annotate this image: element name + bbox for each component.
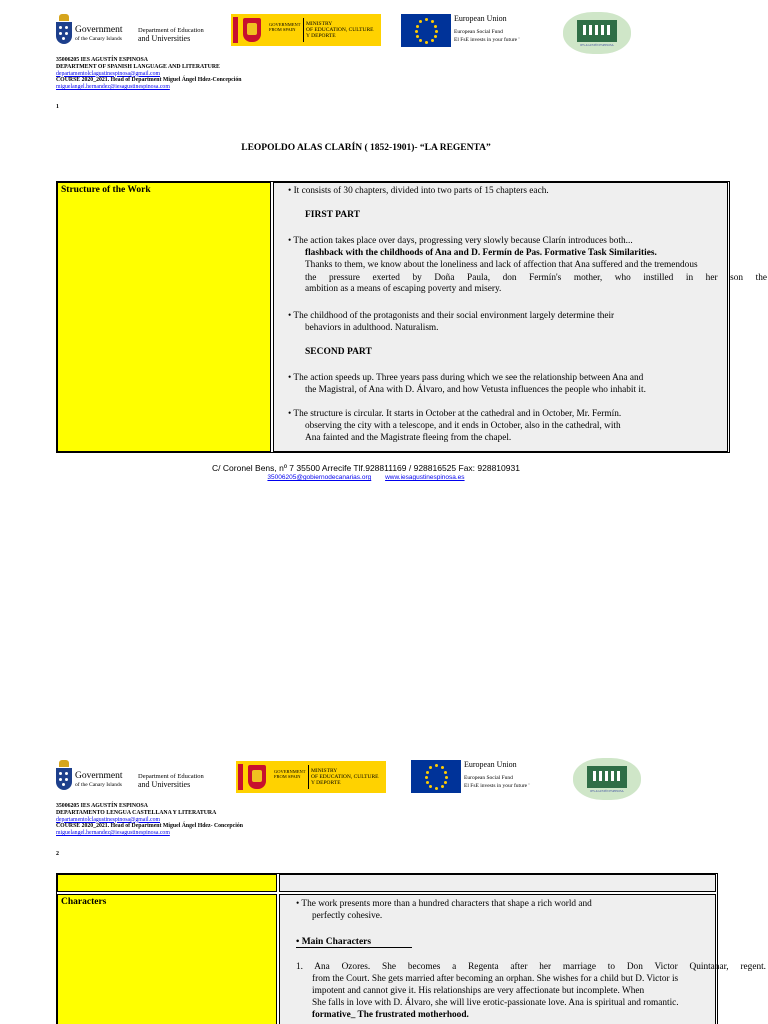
structure-bullet-2-line5: ambition as a means of escaping poverty and misery. [305, 284, 502, 294]
dept-line2: and Universities [138, 34, 191, 43]
empty-content-cell [279, 874, 716, 892]
page-number: 1 [56, 104, 59, 110]
spain-ministry-logo-p2 [236, 761, 386, 793]
ana-ozores-line2: from the Court. She gets married after becoming an orphan. She wishes for a child but D. Victor is [312, 974, 679, 984]
gov-title-p2: Government [75, 771, 123, 781]
department-email-link[interactable]: departamentolclagustinespinosa@gmail.com [56, 70, 161, 77]
ana-ozores-item: 1. Ana Ozores. She becomes a Regenta after her marriage to Don Victor Quintanar, regent. [296, 962, 766, 972]
empty-label-cell [57, 874, 277, 892]
department-name: DEPARTMENT OF SPANISH LANGUAGE AND LITERATURE [56, 63, 220, 70]
school-building-icon [577, 20, 617, 42]
structure-bullet-3-line2: behaviors in adulthood. Naturalism. [305, 323, 439, 333]
eu-title: European Union [454, 14, 507, 23]
canary-government-logo-p2 [56, 760, 206, 794]
canary-government-logo [56, 14, 206, 48]
eu-logo [401, 14, 531, 48]
characters-bullet-1: • The work presents more than a hundred characters that shape a rich world and [296, 899, 592, 909]
characters-bullet-1-line2: perfectly cohesive. [312, 911, 383, 921]
eu-line1: European Social Fund [454, 29, 503, 35]
spain-coat-of-arms-icon [243, 18, 261, 42]
eu-logo-p2 [411, 760, 541, 794]
page-number-p2: 2 [56, 851, 59, 857]
footer-address: C/ Coronel Bens, nº 7 35500 Arrecife Tlf.928811169 / 928816525 Fax: 928810931 [212, 463, 520, 473]
gov-subtitle-p2: of the Canary Islands [75, 782, 122, 788]
structure-bullet-5-line2: observing the city with a telescope, and it ends in October, also in the cathedral, with [305, 421, 621, 431]
structure-bullet-5-line3: Ana fainted and the Magistrate fleeing from the chapel. [305, 433, 512, 443]
head-email-link[interactable]: miguelangel.hernandez@iesagustinespinosa.com [56, 84, 170, 91]
head-email-link-p2[interactable]: miguelangel.hernandez@iesagustinespinosa.com [56, 830, 170, 837]
school-building-icon [587, 766, 627, 788]
structure-bullet-3: • The childhood of the protagonists and their social environment largely determine their [288, 311, 615, 321]
eu-title-p2: European Union [464, 760, 517, 769]
structure-bullet-5: • The structure is circular. It starts in October at the cathedral and in October, Mr. Fermín. [288, 409, 622, 419]
eu-flag-icon [401, 14, 451, 47]
characters-label-cell [57, 894, 277, 1024]
ana-ozores-line4: She falls in love with D. Álvaro, she will live erotic-passionate love. Ana is spiritual and romantic. [312, 998, 679, 1008]
structure-label-cell [57, 182, 271, 452]
spain-ministry-text: MINISTRY OF EDUCATION, CULTURE Y DEPORTE [306, 21, 374, 39]
school-code-p2: 35006205 IES AGUSTÍN ESPINOSA [56, 803, 148, 809]
school-logo [563, 12, 631, 54]
first-part-heading: FIRST PART [305, 210, 361, 220]
gov-subtitle: of the Canary Islands [75, 36, 122, 42]
spain-ministry-logo [231, 14, 381, 46]
footer-email-link[interactable]: 35006205@gobiernodecanarias.org [267, 474, 372, 481]
spain-ministry-text-p2: MINISTRY OF EDUCATION, CULTURE Y DEPORTE [311, 768, 379, 786]
eu-line2: El FsE invests in your future ' [454, 37, 520, 43]
formative-task-line: flashback with the childhoods of Ana and D. Fermín de Pas. Formative Task Similarities. [305, 248, 657, 258]
structure-bullet-4-line2: the Magistral, of Ana with D. Álvaro, and how Vetusta influences the people who inhabit it. [305, 385, 646, 395]
document-title: LEOPOLDO ALAS CLARÍN ( 1852-1901)- “LA REGENTA” [241, 143, 491, 153]
course-line-p2: COURSE 2020_2021. Head of Department Miguel Ángel Hdez- Concepción [56, 823, 243, 830]
school-code: 35006205 IES AGUSTÍN ESPINOSA [56, 57, 148, 63]
characters-label: Characters [61, 897, 107, 907]
structure-bullet-2-line4: the pressure exerted by Doña Paula, don Fermín's mother, who instilled in her son the [305, 273, 767, 283]
department-name-p2: DEPARTAMENTO LENGUA CASTELLANA Y LITERATURA [56, 809, 217, 816]
school-logo-caption: IES AGUSTÍN ESPINOSA [580, 43, 614, 47]
main-characters-heading: • Main Characters [296, 937, 412, 948]
footer-links [0, 474, 732, 481]
second-part-heading: SECOND PART [305, 347, 372, 357]
footer-web-link[interactable]: www.iesagustinespinosa.es [385, 474, 465, 481]
spain-coat-of-arms-icon [248, 765, 266, 789]
school-logo-caption-p2: IES AGUSTÍN ESPINOSA [590, 789, 624, 793]
eu-flag-icon [411, 760, 461, 793]
structure-bullet-4: • The action speeds up. Three years pass during which we see the relationship between Ana and [288, 373, 644, 383]
page2-meta [56, 803, 243, 837]
structure-bullet-1: • It consists of 30 chapters, divided into two parts of 15 chapters each. [288, 186, 549, 196]
canary-crest-icon [56, 760, 72, 792]
gov-title: Government [75, 25, 123, 35]
canary-crest-icon [56, 14, 72, 46]
structure-label: Structure of the Work [61, 185, 151, 195]
structure-bullet-2-line3: Thanks to them, we know about the loneliness and lack of affection that Ana suffered and the tremendous [305, 260, 698, 270]
frustrated-motherhood-line: formative_ The frustrated motherhood. [312, 1010, 469, 1020]
course-line: COURSE 2020_2021. Head of Department Miguel Ángel Hdez-Concepción [56, 77, 242, 84]
school-logo-p2 [573, 758, 641, 800]
dept-line1: Department of Education [138, 27, 204, 34]
spain-gov-text-p2: GOVERNMENT FROM SPAIN [274, 769, 306, 779]
eu-line2-p2: El FsE invests in your future ' [464, 783, 530, 789]
dept-line1-p2: Department of Education [138, 773, 204, 780]
department-email-link-p2[interactable]: departamentolclagustinespinosa@gmail.com [56, 816, 161, 823]
eu-line1-p2: European Social Fund [464, 775, 513, 781]
page1-meta [56, 57, 242, 91]
spain-gov-text: GOVERNMENT FROM SPAIN [269, 22, 301, 32]
ana-ozores-line3: impotent and cannot give it. His relationships are very affectionate but incomplete. When [312, 986, 645, 996]
dept-line2-p2: and Universities [138, 780, 191, 789]
structure-bullet-2: • The action takes place over days, progressing very slowly because Clarín introduces both... [288, 236, 633, 246]
